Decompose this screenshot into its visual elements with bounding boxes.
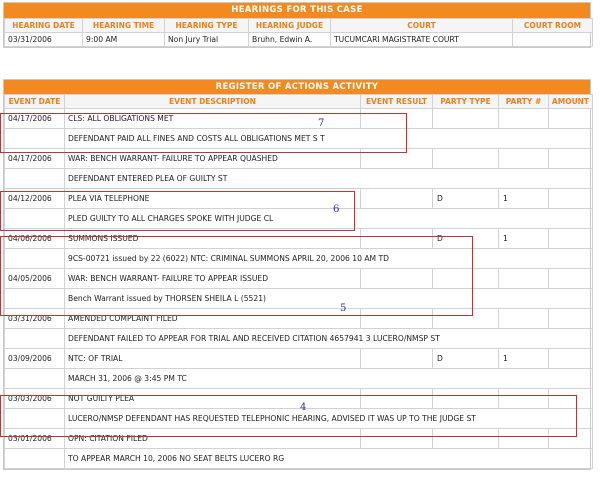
register-row [5, 109, 593, 129]
event-date-cell [5, 369, 65, 389]
register-row [5, 149, 593, 169]
hearings-column-header: COURT [331, 19, 513, 33]
register-row [5, 429, 593, 449]
event-result-cell [361, 349, 433, 369]
register-row [5, 389, 593, 409]
event-date-cell: 04/17/2006 [5, 149, 65, 169]
register-title: REGISTER OF ACTIONS ACTIVITY [4, 80, 590, 94]
hearings-row [5, 33, 593, 47]
hearings-cell: TUCUMCARI MAGISTRATE COURT [331, 33, 513, 47]
party-type-cell [433, 429, 499, 449]
event-date-cell: 04/17/2006 [5, 109, 65, 129]
register-row [5, 309, 593, 329]
party-type-cell: D [433, 189, 499, 209]
amount-cell [549, 269, 593, 289]
amount-cell [549, 429, 593, 449]
register-row [5, 269, 593, 289]
register-row [5, 369, 593, 389]
event-result-cell [361, 109, 433, 129]
event-description-cell: AMENDED COMPLAINT FILED [65, 309, 361, 329]
event-detail-cell: TO APPEAR MARCH 10, 2006 NO SEAT BELTS LUCERO RG [65, 449, 593, 469]
amount-cell [549, 229, 593, 249]
hearings-column-header: HEARING TYPE [165, 19, 249, 33]
event-date-cell [5, 329, 65, 349]
party-number-cell [499, 309, 549, 329]
register-column-header: AMOUNT [549, 95, 593, 109]
hearings-cell [513, 33, 593, 47]
event-detail-cell: Bench Warrant issued by THORSEN SHEILA L (5521) [65, 289, 593, 309]
event-date-cell [5, 209, 65, 229]
party-number-cell [499, 429, 549, 449]
register-row [5, 169, 593, 189]
event-detail-cell: MARCH 31, 2006 @ 3:45 PM TC [65, 369, 593, 389]
event-date-cell [5, 129, 65, 149]
event-description-cell: NTC: OF TRIAL [65, 349, 361, 369]
event-date-cell: 04/06/2006 [5, 229, 65, 249]
party-type-cell: D [433, 229, 499, 249]
hearings-column-header: HEARING TIME [83, 19, 165, 33]
event-result-cell [361, 309, 433, 329]
register-row [5, 409, 593, 429]
event-result-cell [361, 429, 433, 449]
party-number-cell [499, 109, 549, 129]
annotation-number-4: 4 [300, 402, 307, 413]
register-row [5, 449, 593, 469]
event-detail-cell: PLED GUILTY TO ALL CHARGES SPOKE WITH JUDGE CL [65, 209, 593, 229]
hearings-column-header: HEARING JUDGE [249, 19, 331, 33]
register-row [5, 209, 593, 229]
annotation-number-6: 6 [333, 204, 340, 215]
hearings-title: HEARINGS FOR THIS CASE [4, 3, 590, 18]
event-detail-cell: DEFENDANT PAID ALL FINES AND COSTS ALL OBLIGATIONS MET S T [65, 129, 593, 149]
event-description-cell: OPN: CITATION FILED [65, 429, 361, 449]
register-panel [3, 79, 591, 470]
annotation-number-7: 7 [318, 118, 325, 129]
event-description-cell: NOT GUILTY PLEA [65, 389, 361, 409]
amount-cell [549, 349, 593, 369]
event-date-cell: 03/09/2006 [5, 349, 65, 369]
party-type-cell [433, 149, 499, 169]
party-number-cell: 1 [499, 349, 549, 369]
party-type-cell: D [433, 349, 499, 369]
register-column-header: PARTY TYPE [433, 95, 499, 109]
hearings-cell: 9:00 AM [83, 33, 165, 47]
hearings-column-header: HEARING DATE [5, 19, 83, 33]
hearings-cell: Non Jury Trial [165, 33, 249, 47]
amount-cell [549, 149, 593, 169]
hearings-cell: Bruhn, Edwin A. [249, 33, 331, 47]
event-date-cell [5, 449, 65, 469]
register-row [5, 229, 593, 249]
event-date-cell: 03/03/2006 [5, 389, 65, 409]
party-type-cell [433, 309, 499, 329]
amount-cell [549, 309, 593, 329]
hearings-panel [3, 2, 591, 48]
event-date-cell [5, 249, 65, 269]
event-description-cell: PLEA VIA TELEPHONE [65, 189, 361, 209]
register-table [4, 94, 593, 469]
event-description-cell: WAR: BENCH WARRANT- FAILURE TO APPEAR ISSUED [65, 269, 361, 289]
annotation-number-5: 5 [340, 303, 347, 314]
event-result-cell [361, 149, 433, 169]
hearings-column-header: COURT ROOM [513, 19, 593, 33]
event-date-cell: 04/05/2006 [5, 269, 65, 289]
register-row [5, 289, 593, 309]
party-number-cell [499, 269, 549, 289]
party-number-cell: 1 [499, 189, 549, 209]
event-detail-cell: 9CS-00721 issued by 22 (6022) NTC: CRIMINAL SUMMONS APRIL 20, 2006 10 AM TD [65, 249, 593, 269]
register-column-header: EVENT RESULT [361, 95, 433, 109]
register-column-header: PARTY # [499, 95, 549, 109]
hearings-table [4, 18, 593, 47]
amount-cell [549, 109, 593, 129]
amount-cell [549, 389, 593, 409]
party-type-cell [433, 389, 499, 409]
party-number-cell [499, 149, 549, 169]
register-row [5, 349, 593, 369]
event-description-cell: SUMMONS ISSUED [65, 229, 361, 249]
amount-cell [549, 189, 593, 209]
event-detail-cell: LUCERO/NMSP DEFENDANT HAS REQUESTED TELEPHONIC HEARING, ADVISED IT WAS UP TO THE JUDGE ST [65, 409, 593, 429]
event-result-cell [361, 189, 433, 209]
event-detail-cell: DEFENDANT FAILED TO APPEAR FOR TRIAL AND RECEIVED CITATION 4657941 3 LUCERO/NMSP ST [65, 329, 593, 349]
event-result-cell [361, 269, 433, 289]
party-type-cell [433, 269, 499, 289]
event-date-cell [5, 169, 65, 189]
event-result-cell [361, 389, 433, 409]
hearings-cell: 03/31/2006 [5, 33, 83, 47]
party-number-cell [499, 389, 549, 409]
register-row [5, 189, 593, 209]
register-column-header: EVENT DESCRIPTION [65, 95, 361, 109]
event-date-cell: 03/31/2006 [5, 309, 65, 329]
register-column-header: EVENT DATE [5, 95, 65, 109]
event-description-cell: WAR: BENCH WARRANT- FAILURE TO APPEAR QUASHED [65, 149, 361, 169]
event-date-cell: 03/01/2006 [5, 429, 65, 449]
event-detail-cell: DEFENDANT ENTERED PLEA OF GUILTY ST [65, 169, 593, 189]
event-description-cell: CLS: ALL OBLIGATIONS MET [65, 109, 361, 129]
register-row [5, 249, 593, 269]
event-date-cell: 04/12/2006 [5, 189, 65, 209]
party-type-cell [433, 109, 499, 129]
register-row [5, 329, 593, 349]
party-number-cell: 1 [499, 229, 549, 249]
event-date-cell [5, 409, 65, 429]
register-row [5, 129, 593, 149]
event-result-cell [361, 229, 433, 249]
event-date-cell [5, 289, 65, 309]
